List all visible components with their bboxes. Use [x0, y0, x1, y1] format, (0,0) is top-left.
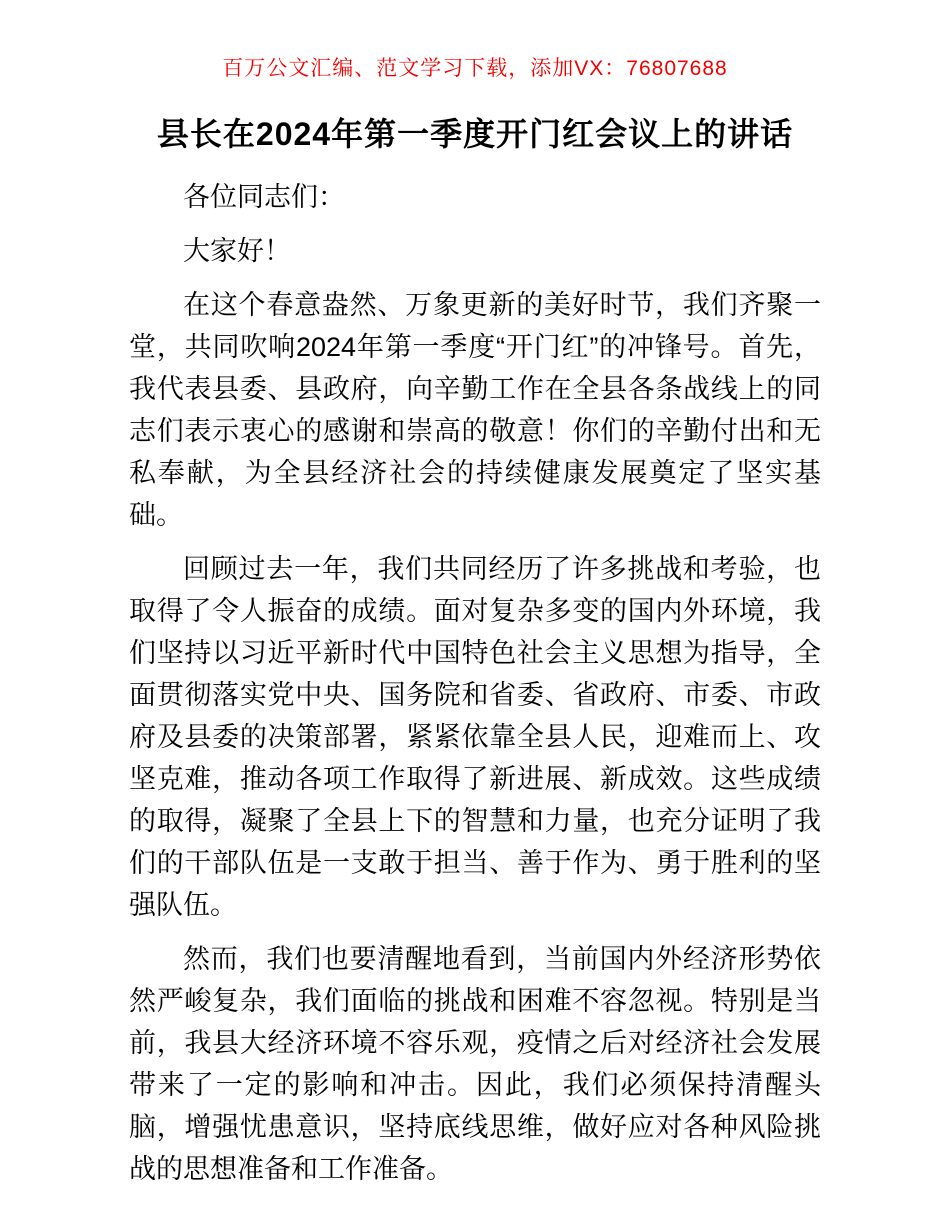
paragraph: 各位同志们： [183, 182, 345, 212]
paragraph: 在这个春意盎然、万象更新的美好时节，我们齐聚一堂，共同吹响2024年第一季度“开门红”的冲锋号。首先，我代表县委、县政府，向辛勤工作在全县各条战线上的同志们表示衷心的感谢和崇高的敬意！你们的辛勤付出和无私奉献，为全县经济社会的持续健康发展奠定了坚实基础。 [129, 290, 821, 530]
document-body [129, 176, 821, 1190]
paragraph: 回顾过去一年，我们共同经历了许多挑战和考验，也取得了令人振奋的成绩。面对复杂多变的国内外环境，我们坚持以习近平新时代中国特色社会主义思想为指导，全面贯彻落实党中央、国务院和省委、省政府、市委、市政府及县委的决策部署，紧紧依靠全县人民，迎难而上、攻坚克难，推动各项工作取得了新进展、新成效。这些成绩的取得，凝聚了全县上下的智慧和力量，也充分证明了我们的干部队伍是一支敢于担当、善于作为、勇于胜利的坚强队伍。 [129, 554, 821, 920]
document-title: 县长在2024年第一季度开门红会议上的讲话 [156, 116, 794, 152]
paragraph: 大家好！ [183, 236, 291, 266]
paragraph: 然而，我们也要清醒地看到，当前国内外经济形势依然严峻复杂，我们面临的挑战和困难不容忽视。特别是当前，我县大经济环境不容乐观，疫情之后对经济社会发展带来了一定的影响和冲击。因此，我们必须保持清醒头脑，增强忧患意识，坚持底线思维，做好应对各种风险挑战的思想准备和工作准备。 [129, 944, 821, 1184]
promo-header-note: 百万公文汇编、范文学习下载，添加VX：76807688 [222, 57, 728, 80]
